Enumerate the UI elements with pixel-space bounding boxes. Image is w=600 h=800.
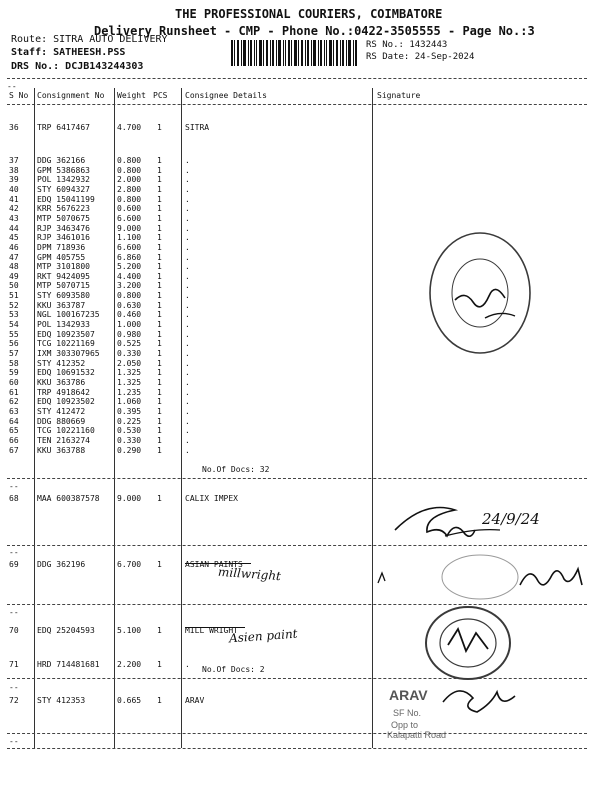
asian-signature — [440, 555, 600, 605]
row-consignment: TRP 4918642 — [37, 388, 90, 397]
docs-count-group1: No.Of Docs: 32 — [202, 465, 270, 474]
row-pcs: 1 — [157, 446, 162, 455]
row-consignment: RJP 3463476 — [37, 224, 90, 233]
row-weight: 6.600 — [117, 214, 142, 223]
sitra-stamp — [425, 228, 535, 358]
row-sno: 42 — [9, 204, 19, 213]
row-consignment: GPM 5386863 — [37, 166, 90, 175]
row-consignee: . — [185, 330, 190, 339]
row-consignment: TRP 6417467 — [37, 123, 90, 132]
row-consignment: DDG 880669 — [37, 417, 86, 426]
row-consignee: . — [185, 426, 190, 435]
row-consignee: MILL WRIGHT — [185, 626, 238, 635]
row-consignment: STY 412352 — [37, 359, 86, 368]
row-pcs: 1 — [157, 397, 162, 406]
dash-marker: -- — [9, 683, 19, 692]
row-sno: 57 — [9, 349, 19, 358]
row-pcs: 1 — [157, 156, 162, 165]
row-sno: 52 — [9, 301, 19, 310]
row-weight: 1.325 — [117, 368, 142, 377]
row-weight: 0.290 — [117, 446, 142, 455]
row-pcs: 1 — [157, 185, 162, 194]
docs-count-group2: No.Of Docs: 2 — [202, 665, 265, 674]
row-consignee: . — [185, 660, 190, 669]
row-sno: 72 — [9, 696, 19, 705]
row-consignment: KKU 363788 — [37, 446, 86, 455]
row-consignee: . — [185, 272, 190, 281]
row-consignee: . — [185, 195, 190, 204]
row-consignee: . — [185, 378, 190, 387]
row-consignee: . — [185, 388, 190, 397]
row-pcs: 1 — [157, 195, 162, 204]
row-weight: 0.630 — [117, 301, 142, 310]
row-sno: 50 — [9, 281, 19, 290]
rule — [7, 748, 587, 749]
row-weight: 4.400 — [117, 272, 142, 281]
rule — [7, 545, 587, 546]
row-pcs: 1 — [157, 330, 162, 339]
row-weight: 0.800 — [117, 195, 142, 204]
row-consignment: POL 1342932 — [37, 175, 90, 184]
row-sno: 51 — [9, 291, 19, 300]
row-sno: 46 — [9, 243, 19, 252]
row-weight: 0.330 — [117, 436, 142, 445]
row-pcs: 1 — [157, 310, 162, 319]
row-pcs: 1 — [157, 175, 162, 184]
row-pcs: 1 — [157, 123, 162, 132]
rule — [7, 478, 587, 479]
row-sno: 60 — [9, 378, 19, 387]
dash-marker: -- — [9, 482, 19, 491]
row-sno: 61 — [9, 388, 19, 397]
row-consignee: . — [185, 185, 190, 194]
row-pcs: 1 — [157, 696, 162, 705]
staff-label: Staff: SATHEESH.PSS — [11, 47, 126, 58]
row-consignment: MAA 600387578 — [37, 494, 100, 503]
asian-handwritten-note: millwright — [217, 564, 282, 584]
row-weight: 1.100 — [117, 233, 142, 242]
row-weight: 0.980 — [117, 330, 142, 339]
row-weight: 2.200 — [117, 660, 142, 669]
row-weight: 1.325 — [117, 378, 142, 387]
row-weight: 5.200 — [117, 262, 142, 271]
row-consignee: CALIX IMPEX — [185, 494, 238, 503]
barcode — [231, 40, 358, 66]
route-label: Route: SITRA AUTO DELIVERY — [11, 34, 168, 45]
col-header-consignment: Consignment No — [37, 91, 105, 100]
row-consignee: . — [185, 166, 190, 175]
row-weight: 0.800 — [117, 291, 142, 300]
row-pcs: 1 — [157, 301, 162, 310]
row-pcs: 1 — [157, 339, 162, 348]
row-pcs: 1 — [157, 368, 162, 377]
row-weight: 6.860 — [117, 253, 142, 262]
col-divider — [114, 88, 115, 748]
row-pcs: 1 — [157, 233, 162, 242]
row-weight: 0.395 — [117, 407, 142, 416]
svg-text:ARAV: ARAV — [389, 687, 428, 703]
row-consignee: . — [185, 175, 190, 184]
col-header-weight: Weight — [117, 91, 146, 100]
row-pcs: 1 — [157, 281, 162, 290]
row-consignee: . — [185, 253, 190, 262]
row-pcs: 1 — [157, 291, 162, 300]
row-pcs: 1 — [157, 166, 162, 175]
svg-text:Kalapatti Road: Kalapatti Road — [387, 730, 447, 740]
row-consignee: ARAV — [185, 696, 205, 705]
row-pcs: 1 — [157, 426, 162, 435]
row-consignment: KKU 363786 — [37, 378, 86, 387]
row-sno: 43 — [9, 214, 19, 223]
row-sno: 64 — [9, 417, 19, 426]
row-pcs: 1 — [157, 253, 162, 262]
row-consignment: RKT 9424095 — [37, 272, 90, 281]
col-divider — [372, 88, 373, 748]
row-weight: 0.330 — [117, 349, 142, 358]
row-sno: 56 — [9, 339, 19, 348]
row-sno: 47 — [9, 253, 19, 262]
row-consignment: STY 6094327 — [37, 185, 90, 194]
row-sno: 67 — [9, 446, 19, 455]
row-pcs: 1 — [157, 417, 162, 426]
row-sno: 45 — [9, 233, 19, 242]
col-divider — [34, 88, 35, 748]
row-consignee: . — [185, 359, 190, 368]
row-weight: 0.525 — [117, 339, 142, 348]
row-consignment: STY 6093580 — [37, 291, 90, 300]
row-consignment: EDQ 10923502 — [37, 397, 95, 406]
col-header-consignee: Consignee Details — [185, 91, 267, 100]
arav-stamp — [383, 680, 533, 740]
row-consignee: . — [185, 320, 190, 329]
rule — [7, 104, 587, 105]
row-consignee: . — [185, 349, 190, 358]
rule — [7, 78, 587, 79]
row-consignee: . — [185, 281, 190, 290]
row-sno: 71 — [9, 660, 19, 669]
col-divider — [181, 88, 182, 748]
rs-number: RS No.: 1432443 — [366, 40, 448, 50]
row-weight: 0.530 — [117, 426, 142, 435]
row-consignment: MTP 5070675 — [37, 214, 90, 223]
row-consignee: . — [185, 204, 190, 213]
row-pcs: 1 — [157, 388, 162, 397]
row-consignee: . — [185, 224, 190, 233]
row-weight: 1.000 — [117, 320, 142, 329]
row-consignment: DDG 362196 — [37, 560, 86, 569]
row-sno: 49 — [9, 272, 19, 281]
row-weight: 0.600 — [117, 204, 142, 213]
row-weight: 2.000 — [117, 175, 142, 184]
row-sno: 59 — [9, 368, 19, 377]
row-consignee: . — [185, 436, 190, 445]
row-consignment: DDG 362166 — [37, 156, 86, 165]
row-weight: 2.050 — [117, 359, 142, 368]
row-consignee: . — [185, 446, 190, 455]
row-sno: 66 — [9, 436, 19, 445]
row-sno: 63 — [9, 407, 19, 416]
row-weight: 0.225 — [117, 417, 142, 426]
row-pcs: 1 — [157, 626, 162, 635]
row-consignee: . — [185, 301, 190, 310]
row-weight: 1.060 — [117, 397, 142, 406]
row-consignee: . — [185, 156, 190, 165]
row-pcs: 1 — [157, 494, 162, 503]
row-sno: 38 — [9, 166, 19, 175]
row-sno: 39 — [9, 175, 19, 184]
row-consignment: MTP 3101800 — [37, 262, 90, 271]
row-consignment: NGL 100167235 — [37, 310, 100, 319]
row-consignment: TCG 10221160 — [37, 426, 95, 435]
row-pcs: 1 — [157, 436, 162, 445]
row-weight: 0.800 — [117, 156, 142, 165]
row-weight: 9.000 — [117, 494, 142, 503]
row-weight: 0.800 — [117, 166, 142, 175]
row-weight: 4.700 — [117, 123, 142, 132]
row-pcs: 1 — [157, 320, 162, 329]
calix-date-handwritten: 24/9/24 — [482, 510, 540, 528]
row-pcs: 1 — [157, 407, 162, 416]
row-pcs: 1 — [157, 359, 162, 368]
row-sno: 69 — [9, 560, 19, 569]
row-consignment: KRR 5676223 — [37, 204, 90, 213]
row-consignment: GPM 405755 — [37, 253, 86, 262]
row-pcs: 1 — [157, 243, 162, 252]
row-consignee: . — [185, 233, 190, 242]
strike-millwright — [185, 627, 245, 628]
row-sno: 65 — [9, 426, 19, 435]
row-consignment: DPM 718936 — [37, 243, 86, 252]
row-sno: 44 — [9, 224, 19, 233]
row-weight: 6.700 — [117, 560, 142, 569]
row-consignee: . — [185, 368, 190, 377]
row-weight: 0.460 — [117, 310, 142, 319]
row-consignment: KKU 363787 — [37, 301, 86, 310]
row-consignment: EDQ 25204593 — [37, 626, 95, 635]
row-sno: 58 — [9, 359, 19, 368]
dash-marker: -- — [7, 82, 17, 91]
row-sno: 54 — [9, 320, 19, 329]
row-pcs: 1 — [157, 214, 162, 223]
col-header-sno: S No — [9, 91, 29, 100]
row-consignment: EDQ 10923507 — [37, 330, 95, 339]
row-sno: 48 — [9, 262, 19, 271]
dash-marker: -- — [9, 548, 19, 557]
row-consignee: . — [185, 397, 190, 406]
row-consignment: RJP 3461016 — [37, 233, 90, 242]
row-consignee: . — [185, 214, 190, 223]
row-weight: 0.665 — [117, 696, 142, 705]
row-consignee: . — [185, 417, 190, 426]
row-sno: 55 — [9, 330, 19, 339]
row-consignee: . — [185, 407, 190, 416]
row-pcs: 1 — [157, 660, 162, 669]
row-pcs: 1 — [157, 560, 162, 569]
row-pcs: 1 — [157, 262, 162, 271]
row-weight: 6.600 — [117, 243, 142, 252]
row-consignment: POL 1342933 — [37, 320, 90, 329]
row-sno: 41 — [9, 195, 19, 204]
row-pcs: 1 — [157, 272, 162, 281]
row-consignment: IXM 303307965 — [37, 349, 100, 358]
dash-marker: -- — [9, 737, 19, 746]
millwright-handwritten-note: Asien paint — [228, 626, 298, 646]
row-consignee: ASIAN PAINTS — [185, 560, 243, 569]
row-sno: 37 — [9, 156, 19, 165]
row-consignee: . — [185, 291, 190, 300]
rs-date: RS Date: 24-Sep-2024 — [366, 52, 475, 62]
row-sno: 68 — [9, 494, 19, 503]
drs-number: DRS No.: DCJB143244303 — [11, 61, 144, 72]
row-consignment: MTP 5070715 — [37, 281, 90, 290]
row-sno: 36 — [9, 123, 19, 132]
row-consignee: . — [185, 262, 190, 271]
row-pcs: 1 — [157, 349, 162, 358]
svg-text:SF No.: SF No. — [393, 708, 422, 718]
col-header-pcs: PCS — [153, 91, 168, 100]
company-name: THE PROFESSIONAL COURIERS, COIMBATORE — [175, 7, 443, 21]
row-pcs: 1 — [157, 378, 162, 387]
row-weight: 9.000 — [117, 224, 142, 233]
row-weight: 5.100 — [117, 626, 142, 635]
row-consignment: EDQ 15041199 — [37, 195, 95, 204]
row-consignment: EDQ 10691532 — [37, 368, 95, 377]
row-weight: 3.200 — [117, 281, 142, 290]
dash-marker: -- — [9, 608, 19, 617]
row-consignee: . — [185, 310, 190, 319]
row-consignment: STY 412353 — [37, 696, 86, 705]
svg-text:Opp to: Opp to — [391, 720, 419, 730]
asian-paints-stamp — [423, 603, 513, 683]
row-sno: 40 — [9, 185, 19, 194]
row-weight: 2.800 — [117, 185, 142, 194]
row-consignee: . — [185, 339, 190, 348]
row-consignment: HRD 714481681 — [37, 660, 100, 669]
row-consignment: TEN 2163274 — [37, 436, 90, 445]
row-sno: 53 — [9, 310, 19, 319]
runsheet-title: Delivery Runsheet - CMP - Phone No.:0422-3505555 - Page No.:3 — [94, 24, 535, 38]
row-pcs: 1 — [157, 224, 162, 233]
row-consignment: TCG 10221169 — [37, 339, 95, 348]
row-weight: 1.235 — [117, 388, 142, 397]
row-sno: 62 — [9, 397, 19, 406]
row-consignee: SITRA — [185, 123, 210, 132]
row-sno: 70 — [9, 626, 19, 635]
row-pcs: 1 — [157, 204, 162, 213]
row-consignee: . — [185, 243, 190, 252]
col-header-signature: Signature — [377, 91, 421, 100]
row-consignment: STY 412472 — [37, 407, 86, 416]
